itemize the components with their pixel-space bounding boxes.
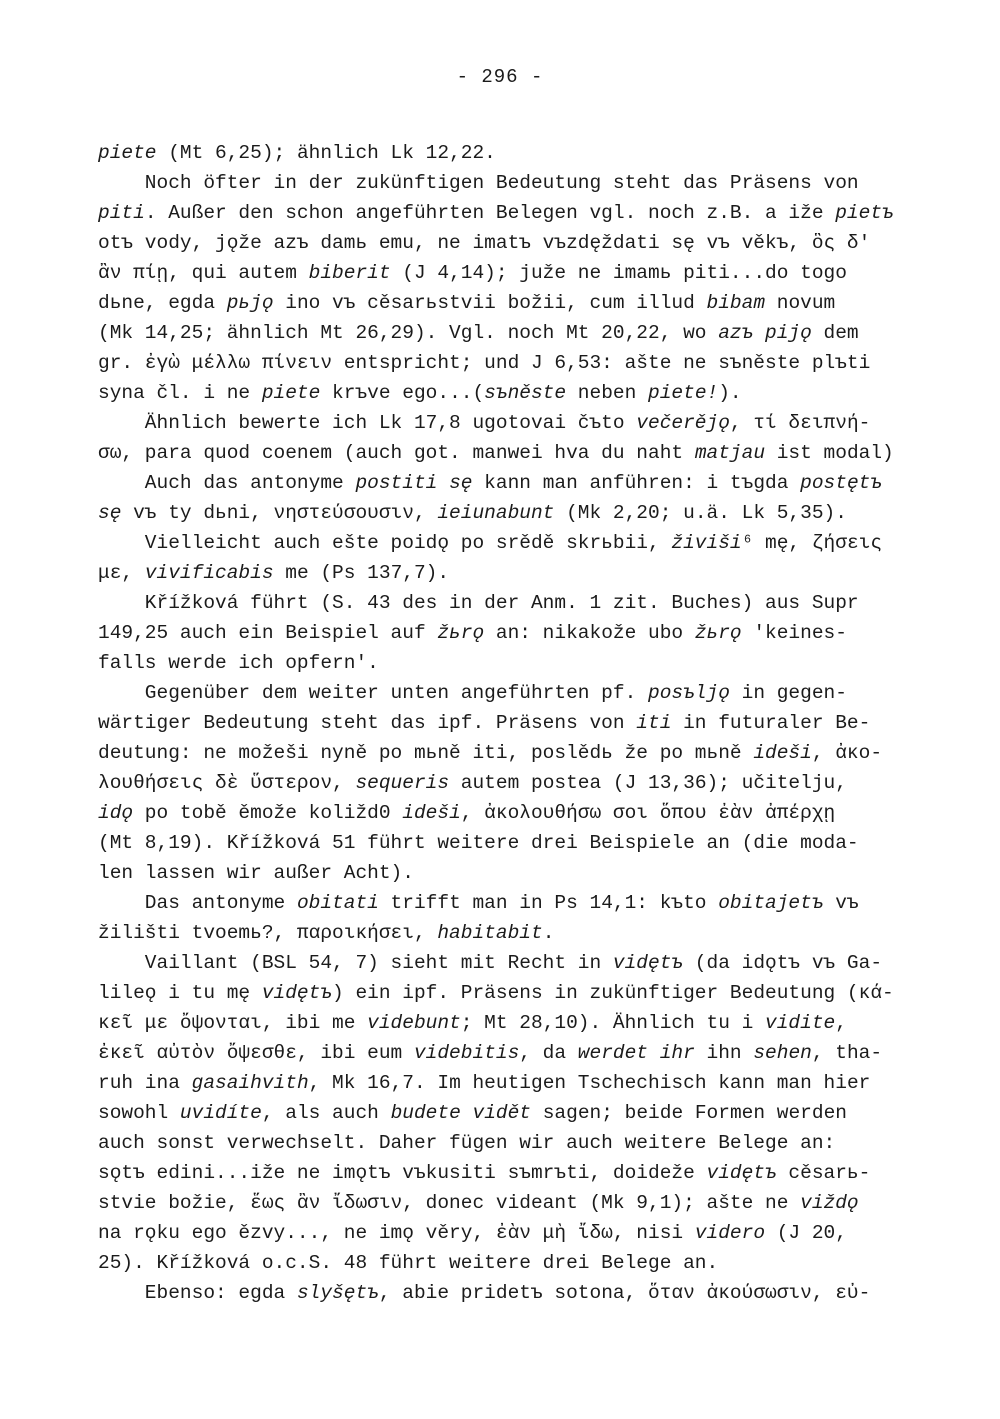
italic-segment: budete vidět bbox=[390, 1102, 532, 1124]
italic-segment: sъněste bbox=[484, 382, 567, 404]
text-segment: ino vъ cěsarьstvii božii, cum illud bbox=[273, 292, 707, 314]
text-segment: (Mk 2,20; u.ä. Lk 5,35). bbox=[554, 502, 847, 524]
text-segment: , τί δειπνή- bbox=[729, 412, 871, 434]
text-line bbox=[98, 228, 918, 258]
text-segment: ⁶ mę, ζήσεις bbox=[741, 532, 883, 554]
italic-segment: vivificabis bbox=[144, 562, 274, 584]
text-segment: syna čl. i ne bbox=[98, 382, 262, 404]
italic-segment: piti bbox=[98, 202, 145, 224]
text-segment: (Mt 8,19). Křížková 51 führt weitere drei Beispiele an (die moda- bbox=[98, 832, 859, 854]
text-segment: kann man anführen: i tъgda bbox=[472, 472, 801, 494]
italic-segment: postiti sę bbox=[355, 472, 473, 494]
italic-segment: sehen bbox=[753, 1042, 812, 1064]
text-segment: cěsarь- bbox=[776, 1162, 871, 1184]
italic-segment: vidętъ bbox=[261, 982, 333, 1004]
text-line bbox=[98, 1188, 918, 1218]
italic-segment: slyšętъ bbox=[296, 1282, 379, 1304]
italic-segment: matjau bbox=[694, 442, 766, 464]
text-line bbox=[98, 768, 918, 798]
text-line bbox=[98, 1218, 918, 1248]
text-line bbox=[98, 198, 918, 228]
text-segment: an: nikakože ubo bbox=[484, 622, 695, 644]
text-segment: λουθήσεις δὲ ὕστερον, bbox=[98, 772, 356, 794]
italic-segment: piete bbox=[98, 142, 157, 164]
text-segment: na rǫku ego ězvy..., ne imǫ věry, ἐὰν μὴ ἴδω, nisi bbox=[98, 1222, 695, 1244]
text-segment: Vielleicht auch ešte poidǫ po srědě skrьbii, bbox=[98, 532, 672, 554]
italic-segment: piete! bbox=[648, 382, 719, 404]
text-segment: Křížková führt (S. 43 des in der Anm. 1 zit. Buches) aus Supr bbox=[98, 592, 859, 614]
text-line bbox=[98, 1128, 918, 1158]
text-segment: ). bbox=[718, 382, 742, 404]
text-segment: ihn bbox=[694, 1042, 754, 1064]
italic-segment: ideši bbox=[402, 802, 461, 824]
text-segment: ἐκεῖ αὐτὸν ὄψεσθε, ibi eum bbox=[98, 1042, 414, 1064]
italic-segment: iti bbox=[636, 712, 672, 734]
text-segment: , ἀκο- bbox=[811, 742, 883, 764]
text-segment: auch sonst verwechselt. Daher fügen wir auch weitere Belege an: bbox=[98, 1132, 836, 1154]
italic-segment: piete bbox=[261, 382, 321, 404]
body-text bbox=[98, 138, 918, 1308]
italic-segment: videbitis bbox=[413, 1042, 520, 1064]
text-line bbox=[98, 1158, 918, 1188]
italic-segment: gasaihvith bbox=[191, 1072, 309, 1094]
text-line bbox=[98, 1038, 918, 1068]
text-segment: gr. ἐγὼ μέλλω πίνειν entspricht; und J 6,53: ašte ne sъněste plъti bbox=[98, 352, 871, 374]
text-segment: in gegen- bbox=[729, 682, 847, 704]
text-segment: trifft man in Ps 14,1: kъto bbox=[378, 892, 719, 914]
text-segment: (Mt 6,25); ähnlich Lk 12,22. bbox=[156, 142, 496, 164]
text-segment: žilišti tvoemь?, παροικήσει, bbox=[98, 922, 438, 944]
italic-segment: pьjǫ bbox=[226, 292, 274, 314]
text-segment: (J 20, bbox=[765, 1222, 847, 1244]
text-line bbox=[98, 858, 918, 888]
italic-segment: ideši bbox=[753, 742, 812, 764]
text-segment: in futuraler Be- bbox=[671, 712, 871, 734]
text-segment: Vaillant (BSL 54, 7) sieht mit Recht in bbox=[98, 952, 613, 974]
text-segment: falls werde ich opfern'. bbox=[98, 652, 379, 674]
text-segment: krъve ego...( bbox=[320, 382, 485, 404]
text-segment: otъ vody, jǫže azъ damь emu, ne imatъ vъzdęždati sę vъ věkъ, ὃς δ' bbox=[98, 232, 871, 254]
text-segment: Noch öfter in der zukünftigen Bedeutung steht das Präsens von bbox=[98, 172, 859, 194]
text-line bbox=[98, 588, 918, 618]
italic-segment: uvidíte bbox=[179, 1102, 262, 1124]
text-line bbox=[98, 1278, 918, 1308]
text-segment: 25). Křížková o.c.S. 48 führt weitere drei Belege an. bbox=[98, 1252, 719, 1274]
text-segment: . Außer den schon angeführten Belegen vgl. noch z.B. a iže bbox=[144, 202, 836, 224]
text-segment: (da idǫtъ vъ Ga- bbox=[683, 952, 883, 974]
text-segment: Das antonyme bbox=[98, 892, 297, 914]
italic-segment: obitati bbox=[296, 892, 379, 914]
text-line bbox=[98, 408, 918, 438]
text-segment: Ähnlich bewerte ich Lk 17,8 ugotovai čъto bbox=[98, 412, 637, 434]
text-segment: autem postea (J 13,36); učitelju, bbox=[449, 772, 847, 794]
text-segment: , da bbox=[519, 1042, 578, 1064]
text-segment: po tobě ěmože koližd0 bbox=[133, 802, 403, 824]
text-line bbox=[98, 948, 918, 978]
italic-segment: habitabit bbox=[437, 922, 543, 944]
text-segment: Gegenüber dem weiter unten angeführten pf. bbox=[98, 682, 648, 704]
text-segment: Auch das antonyme bbox=[98, 472, 356, 494]
italic-segment: postętъ bbox=[800, 472, 883, 494]
italic-segment: pietъ bbox=[835, 202, 894, 224]
text-segment: vъ bbox=[823, 892, 859, 914]
text-line bbox=[98, 318, 918, 348]
text-line bbox=[98, 1098, 918, 1128]
text-segment: len lassen wir außer Acht). bbox=[98, 862, 414, 884]
text-segment: , ἀκολουθήσω σοι ὅπου ἐὰν ἀπέρχῃ bbox=[460, 802, 836, 824]
text-segment: , tha- bbox=[811, 1042, 883, 1064]
text-line bbox=[98, 378, 918, 408]
italic-segment: sequeris bbox=[355, 772, 450, 794]
text-line bbox=[98, 1068, 918, 1098]
italic-segment: biberit bbox=[308, 262, 391, 284]
italic-segment: vidite bbox=[765, 1012, 836, 1034]
text-segment: sowohl bbox=[98, 1102, 180, 1124]
text-line bbox=[98, 288, 918, 318]
text-line bbox=[98, 468, 918, 498]
italic-segment: živiši bbox=[671, 532, 742, 554]
italic-segment: žьrǫ bbox=[694, 622, 742, 644]
text-segment: σω, para quod coenem (auch got. manwei hva du naht bbox=[98, 442, 695, 464]
text-segment: , abie pridetъ sotona, ὅταν ἀκούσωσιν, εὐ- bbox=[378, 1282, 871, 1304]
italic-segment: videro bbox=[694, 1222, 766, 1244]
text-segment: lileǫ i tu mę bbox=[98, 982, 262, 1004]
text-line bbox=[98, 798, 918, 828]
text-segment: κεῖ με ὄψονται, ibi me bbox=[98, 1012, 368, 1034]
page-number: - 296 - bbox=[456, 66, 544, 88]
text-line bbox=[98, 558, 918, 588]
text-segment: 149,25 auch ein Beispiel auf bbox=[98, 622, 438, 644]
text-line bbox=[98, 438, 918, 468]
text-segment: vъ ty dьni, νηστεύσουσιν, bbox=[121, 502, 438, 524]
italic-segment: azъ pijǫ bbox=[718, 322, 812, 344]
text-segment: ) ein ipf. Präsens in zukünftiger Bedeutung (κά- bbox=[332, 982, 894, 1004]
text-segment: dem bbox=[811, 322, 859, 344]
italic-segment: viždǫ bbox=[800, 1192, 859, 1214]
text-line bbox=[98, 348, 918, 378]
text-line bbox=[98, 648, 918, 678]
italic-segment: sę bbox=[98, 502, 122, 524]
text-line bbox=[98, 498, 918, 528]
italic-segment: vidętъ bbox=[706, 1162, 777, 1184]
text-segment: , bbox=[835, 1012, 847, 1034]
text-segment: ruh ina bbox=[98, 1072, 192, 1094]
text-segment: ist modal) bbox=[765, 442, 894, 464]
text-segment: Ebenso: egda bbox=[98, 1282, 297, 1304]
text-segment: (J 4,14); juže ne imamь piti...do togo bbox=[390, 262, 847, 284]
text-line bbox=[98, 168, 918, 198]
text-line bbox=[98, 1248, 918, 1278]
text-line bbox=[98, 708, 918, 738]
text-line bbox=[98, 888, 918, 918]
italic-segment: vidętъ bbox=[612, 952, 684, 974]
text-line bbox=[98, 678, 918, 708]
text-line bbox=[98, 618, 918, 648]
text-segment: με, bbox=[98, 562, 145, 584]
text-segment: neben bbox=[566, 382, 649, 404]
italic-segment: žьrǫ bbox=[437, 622, 485, 644]
text-segment: sǫtъ edini...iže ne imǫtъ vъkusiti sъmrъti, doideže bbox=[98, 1162, 707, 1184]
text-segment: sagen; beide Formen werden bbox=[531, 1102, 847, 1124]
text-segment: ; Mt 28,10). Ähnlich tu i bbox=[460, 1012, 766, 1034]
italic-segment: idǫ bbox=[98, 802, 134, 824]
text-line bbox=[98, 918, 918, 948]
text-line bbox=[98, 138, 918, 168]
text-line bbox=[98, 828, 918, 858]
text-segment: , Mk 16,7. Im heutigen Tschechisch kann man hier bbox=[308, 1072, 871, 1094]
italic-segment: bibam bbox=[706, 292, 766, 314]
text-segment: dьne, egda bbox=[98, 292, 227, 314]
italic-segment: posъljǫ bbox=[648, 682, 730, 704]
text-segment: 'keines- bbox=[741, 622, 847, 644]
italic-segment: obitajetъ bbox=[718, 892, 824, 914]
italic-segment: videbunt bbox=[367, 1012, 461, 1034]
italic-segment: večerějǫ bbox=[636, 412, 730, 434]
italic-segment: werdet ihr bbox=[577, 1042, 695, 1064]
text-line bbox=[98, 978, 918, 1008]
text-segment: deutung: ne možeši nyně po mьně iti, poslědь že po mьně bbox=[98, 742, 754, 764]
text-line bbox=[98, 1008, 918, 1038]
text-segment: wärtiger Bedeutung steht das ipf. Präsens von bbox=[98, 712, 637, 734]
italic-segment: ieiunabunt bbox=[437, 502, 555, 524]
text-line bbox=[98, 528, 918, 558]
text-segment: , als auch bbox=[261, 1102, 391, 1124]
text-segment: me (Ps 137,7). bbox=[273, 562, 450, 584]
text-line bbox=[98, 738, 918, 768]
text-segment: . bbox=[542, 922, 555, 944]
text-segment: stvie božie, ἕως ἂν ἴδωσιν, donec videant (Mk 9,1); ašte ne bbox=[98, 1192, 801, 1214]
text-segment: ἂν πίῃ, qui autem bbox=[98, 262, 309, 284]
text-line bbox=[98, 258, 918, 288]
text-segment: (Mk 14,25; ähnlich Mt 26,29). Vgl. noch Mt 20,22, wo bbox=[98, 322, 719, 344]
text-segment: novum bbox=[765, 292, 836, 314]
